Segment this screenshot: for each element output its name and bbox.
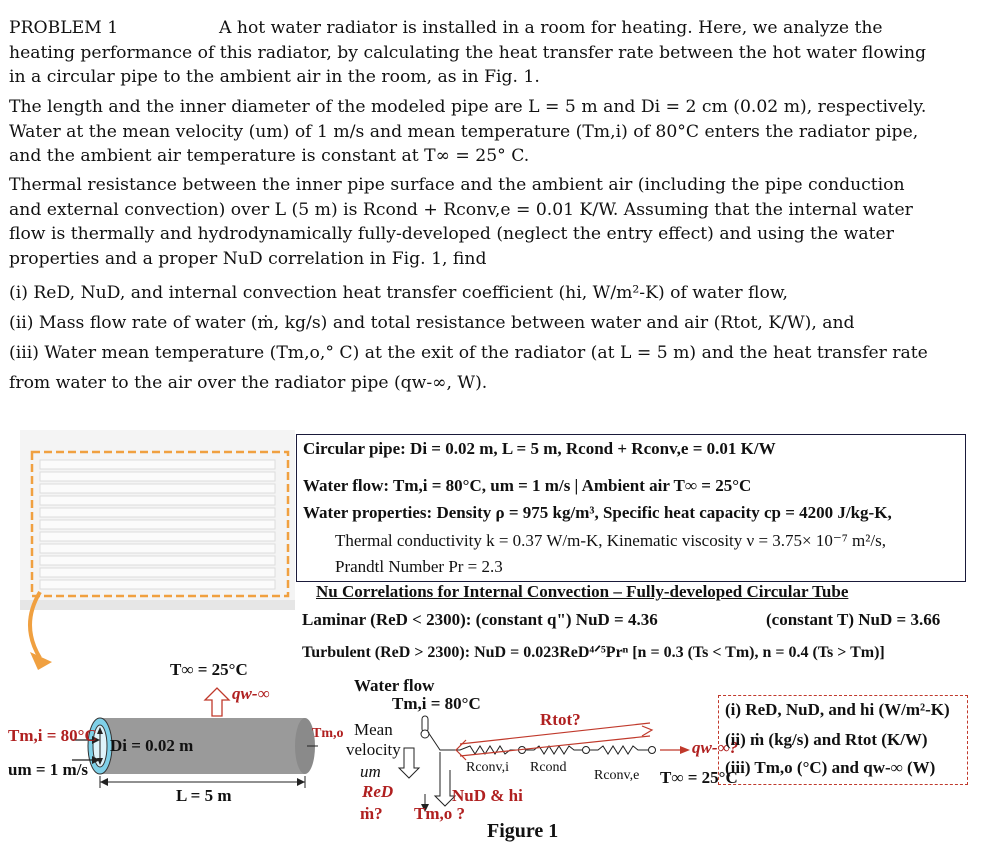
given-props-1-text: Water properties: Density ρ = 975 kg/m³, Specific heat capacity cp = 4200 J/kg-K, <box>303 503 892 522</box>
rconvi-label: Rconv,i <box>466 760 510 775</box>
inlet-velocity-label: um = 1 m/s <box>8 760 89 779</box>
rtot-label: Rtot? <box>540 710 581 729</box>
given-props-3: Prandtl Number Pr = 2.3 <box>335 557 503 576</box>
nu-laminar-const-t: (constant T) NuD = 3.66 <box>766 610 941 629</box>
nu-correlation-box <box>296 581 966 671</box>
given-props-2: Thermal conductivity k = 0.37 W/m-K, Kinematic viscosity ν = 3.75× 10⁻⁷ m²/s, <box>335 531 886 550</box>
intro-text: A hot water radiator is installed in a room for heating. Here, we analyze the heating performance of this radiator, by calculating the heat transfer rate between the hot water flowing in a circular pipe to the ambient air in the room, as in Fig. 1. <box>9 18 927 87</box>
mean-label: Mean <box>354 720 393 739</box>
ambient-temp-label: T∞ = 25°C <box>170 660 248 679</box>
pipe-illustration <box>72 688 318 788</box>
water-flow-label: Water flow <box>354 676 435 695</box>
given-flow: Water flow: Tm,i = 80°C, um = 1 m/s | Ambient air T∞ = 25°C <box>303 476 752 495</box>
question-2: (ii) Mass flow rate of water (ṁ, kg/s) and total resistance between water and air (Rtot, K/W), and <box>9 313 855 333</box>
ask-3: (iii) Tm,o (°C) and qw-∞ (W) <box>725 758 936 777</box>
circuit-ambient-label: T∞ = 25°C <box>660 768 738 787</box>
ask-2: (ii) ṁ (kg/s) and Rtot (K/W) <box>725 730 928 749</box>
re-label: ReD <box>362 782 394 801</box>
figure-caption: Figure 1 <box>487 820 559 842</box>
ask-1: (i) ReD, NuD, and hi (W/m²-K) <box>725 700 950 719</box>
given-props-1 <box>303 503 892 523</box>
problem-heading: PROBLEM 1 <box>9 18 119 38</box>
mdot-label: ṁ? <box>360 804 383 823</box>
inlet-temp-label: Tm,i = 80°C <box>8 726 97 745</box>
question-list <box>9 278 929 398</box>
figure-1 <box>0 430 998 858</box>
diameter-label: Di = 0.02 m <box>110 736 194 755</box>
nu-turbulent: Turbulent (ReD > 2300): NuD = 0.023ReD⁴ᐟ⁵Prⁿ [n = 0.3 (Ts < Tm), n = 0.4 (Ts > Tm)] <box>302 644 885 661</box>
rconve-label: Rconv,e <box>594 768 640 783</box>
nu-laminar: Laminar (ReD < 2300): (constant q") NuD = 4.36 <box>302 610 658 629</box>
velocity-label: velocity <box>346 740 401 759</box>
circuit-inlet-temp: Tm,i = 80°C <box>392 694 481 713</box>
problem-heading-para <box>9 16 929 90</box>
nu-h-label: NuD & hi <box>452 786 523 805</box>
heat-rate-label: qw-∞ <box>232 684 270 703</box>
um-label: um <box>360 762 381 781</box>
circuit-heat-rate-label: qw-∞? <box>692 738 739 757</box>
outlet-temp-label: Tm,o <box>312 726 344 741</box>
outlet-temp-question: Tm,o ? <box>414 804 465 823</box>
given-pipe: Circular pipe: Di = 0.02 m, L = 5 m, Rcond + Rconv,e = 0.01 K/W <box>303 439 776 458</box>
radiator-illustration <box>20 430 295 670</box>
velocity-arrow-icon <box>399 748 419 778</box>
question-3: (iii) Water mean temperature (Tm,o,° C) at the exit of the radiator (at L = 5 m) and the heat transfer rate from water to the air over the radiator pipe (qw-∞, W). <box>9 343 928 393</box>
length-label: L = 5 m <box>176 786 232 805</box>
thermal-paragraph: Thermal resistance between the inner pipe surface and the ambient air (including the pipe conduction and external convection) over L (5 m) is Rcond + Rconv,e = 0.01 K/W. Assuming that the internal water flow is thermally and hydrodynamically fully-developed (neglect the entry effect) and using the water properties and a proper NuD correlation in Fig. 1, find <box>9 175 913 269</box>
thermometer-icon <box>421 716 429 738</box>
geometry-paragraph: The length and the inner diameter of the modeled pipe are L = 5 m and Di = 2 cm (0.02 m), respectively. Water at the mean velocity (um) of 1 m/s and mean temperature (Tm,i) of 80°C enters the radiator pipe, and the ambient air temperature is constant at T∞ = 25° C. <box>9 97 927 166</box>
rcond-label: Rcond <box>530 760 567 775</box>
nu-title: Nu Correlations for Internal Convection – Fully-developed Circular Tube <box>316 582 849 601</box>
asked-quantities-box <box>718 695 968 785</box>
given-data-box <box>296 434 966 582</box>
question-1: (i) ReD, NuD, and internal convection heat transfer coefficient (hi, W/m²-K) of water flow, <box>9 283 788 303</box>
